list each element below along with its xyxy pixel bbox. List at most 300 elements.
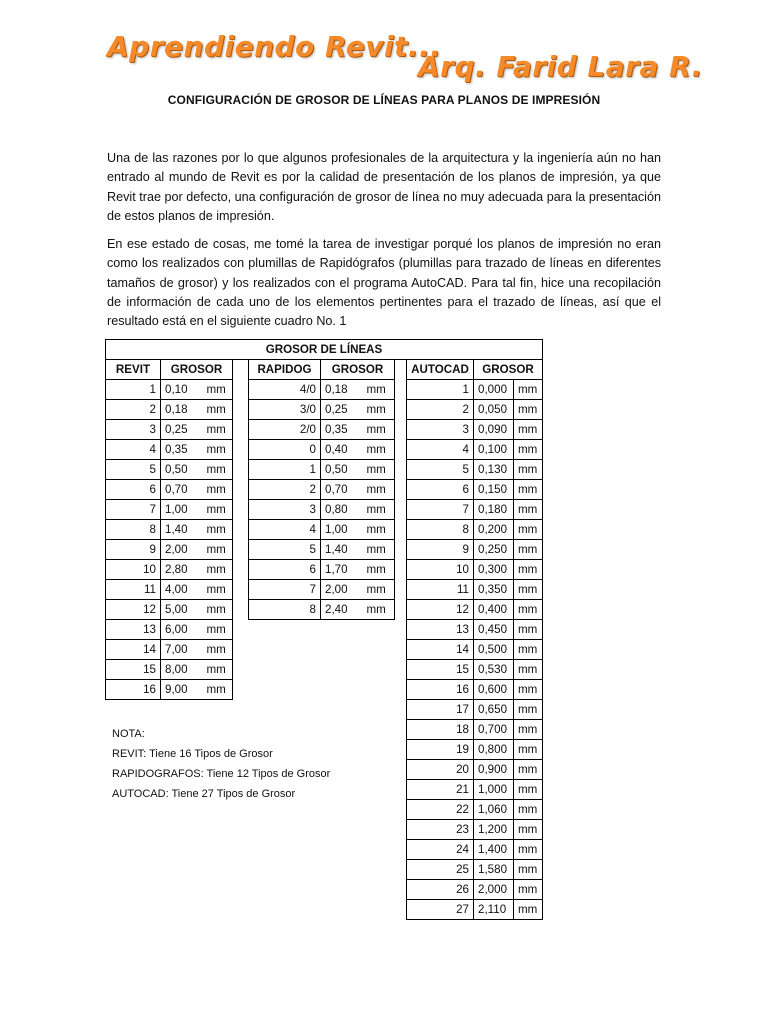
table-gap [395,800,407,820]
revit-thickness: 0,10 [161,380,203,400]
autocad-number: 23 [407,820,474,840]
banner-title: Aprendiendo Revit... [107,30,442,63]
table-gap [321,620,363,640]
autocad-thickness: 0,500 [474,640,514,660]
table-gap [233,360,249,380]
table-gap [363,780,395,800]
table-gap [395,380,407,400]
table-row [106,860,543,880]
autocad-unit: mm [514,600,543,620]
rapidog-thickness: 2,00 [321,580,363,600]
table-gap [203,820,233,840]
table-title-row [106,340,543,360]
revit-number: 8 [106,520,161,540]
table-gap [395,580,407,600]
autocad-number: 13 [407,620,474,640]
table-gap [363,680,395,700]
table-row [106,420,543,440]
table-row [106,900,543,920]
table-gap [395,500,407,520]
table-gap [395,720,407,740]
table-gap [249,680,321,700]
table-row [106,440,543,460]
table-row [106,600,543,620]
table-gap [233,620,249,640]
revit-thickness: 2,00 [161,540,203,560]
autocad-number: 20 [407,760,474,780]
autocad-unit: mm [514,640,543,660]
autocad-number: 18 [407,720,474,740]
rapidog-number: 7 [249,580,321,600]
revit-thickness: 4,00 [161,580,203,600]
revit-number: 1 [106,380,161,400]
table-gap [395,780,407,800]
table-gap [233,680,249,700]
autocad-number: 8 [407,520,474,540]
table-gap [233,580,249,600]
table-gap [395,860,407,880]
autocad-unit: mm [514,740,543,760]
line-weight-table [105,339,543,920]
table-gap [233,840,249,860]
table-gap [233,660,249,680]
rapidog-thickness: 0,50 [321,460,363,480]
autocad-thickness: 0,200 [474,520,514,540]
table-header-row [106,360,543,380]
table-gap [363,720,395,740]
autocad-thickness: 1,400 [474,840,514,860]
paragraph-intro: Una de las razones por lo que algunos profesionales de la arquitectura y la ingeniería aún no han entrado al mundo de Revit es por la calidad de presentación de los planos de impresión, ya que Revit trae por defecto, una configuración de grosor de línea no muy adecuada para la presentación de estos planos de impresión. [107,151,661,223]
rapidog-number: 0 [249,440,321,460]
autocad-number: 15 [407,660,474,680]
table-gap [363,740,395,760]
table-gap [161,820,203,840]
revit-unit: mm [203,580,233,600]
autocad-unit: mm [514,460,543,480]
revit-unit: mm [203,540,233,560]
autocad-number: 5 [407,460,474,480]
rapidog-unit: mm [363,460,395,480]
table-gap [161,860,203,880]
table-gap [161,840,203,860]
table-gap [249,840,321,860]
table-gap [363,800,395,820]
autocad-number: 14 [407,640,474,660]
table-gap [321,900,363,920]
rapidog-number: 3 [249,500,321,520]
table-gap [203,840,233,860]
table-gap [363,900,395,920]
table-gap [233,880,249,900]
table-row [106,660,543,680]
table-gap [395,820,407,840]
rapidog-unit: mm [363,540,395,560]
rapidog-unit: mm [363,380,395,400]
revit-unit: mm [203,520,233,540]
header-revit: REVIT [106,360,161,380]
rapidog-thickness: 0,70 [321,480,363,500]
revit-unit: mm [203,460,233,480]
table-gap [161,880,203,900]
autocad-unit: mm [514,840,543,860]
revit-number: 9 [106,540,161,560]
table-gap [321,860,363,880]
autocad-thickness: 0,300 [474,560,514,580]
rapidog-number: 2 [249,480,321,500]
table-gap [106,900,161,920]
table-gap [321,680,363,700]
autocad-number: 4 [407,440,474,460]
table-gap [106,700,161,720]
rapidog-thickness: 0,40 [321,440,363,460]
table-gap [233,400,249,420]
table-gap [233,820,249,840]
revit-number: 7 [106,500,161,520]
table-gap [106,840,161,860]
table-gap [395,740,407,760]
table-gap [233,900,249,920]
table-gap [363,860,395,880]
autocad-unit: mm [514,880,543,900]
rapidog-thickness: 2,40 [321,600,363,620]
table-row [106,620,543,640]
revit-unit: mm [203,380,233,400]
revit-number: 14 [106,640,161,660]
rapidog-thickness: 1,00 [321,520,363,540]
table-gap [363,700,395,720]
note-rapidografos: RAPIDOGRAFOS: Tiene 12 Tipos de Grosor [112,768,331,780]
revit-unit: mm [203,640,233,660]
table-gap [233,640,249,660]
autocad-number: 24 [407,840,474,860]
autocad-thickness: 0,250 [474,540,514,560]
autocad-unit: mm [514,820,543,840]
rapidog-thickness: 0,35 [321,420,363,440]
autocad-unit: mm [514,580,543,600]
table-row [106,560,543,580]
autocad-thickness: 0,650 [474,700,514,720]
table-gap [395,620,407,640]
revit-thickness: 9,00 [161,680,203,700]
table-row [106,380,543,400]
autocad-unit: mm [514,660,543,680]
table-gap [161,700,203,720]
rapidog-thickness: 0,80 [321,500,363,520]
header-grosor: GROSOR [321,360,395,380]
table-gap [233,460,249,480]
revit-thickness: 0,25 [161,420,203,440]
document-title: CONFIGURACIÓN DE GROSOR DE LÍNEAS PARA PLANOS DE IMPRESIÓN [167,93,601,107]
autocad-unit: mm [514,800,543,820]
table-gap [233,560,249,580]
autocad-number: 7 [407,500,474,520]
revit-number: 12 [106,600,161,620]
rapidog-unit: mm [363,440,395,460]
header-grosor: GROSOR [161,360,233,380]
autocad-thickness: 0,180 [474,500,514,520]
table-row [106,460,543,480]
revit-number: 3 [106,420,161,440]
rapidog-number: 8 [249,600,321,620]
table-gap [233,700,249,720]
table-gap [395,520,407,540]
header-autocad: AUTOCAD [407,360,474,380]
autocad-number: 12 [407,600,474,620]
table-gap [233,500,249,520]
table-gap [395,880,407,900]
rapidog-number: 4/0 [249,380,321,400]
table-gap [395,600,407,620]
table-gap [363,620,395,640]
autocad-thickness: 0,900 [474,760,514,780]
autocad-thickness: 1,200 [474,820,514,840]
table-gap [249,860,321,880]
note-revit: REVIT: Tiene 16 Tipos de Grosor [112,748,273,760]
table-gap [233,860,249,880]
autocad-unit: mm [514,540,543,560]
rapidog-unit: mm [363,600,395,620]
table-gap [249,640,321,660]
autocad-unit: mm [514,780,543,800]
rapidog-thickness: 1,40 [321,540,363,560]
table-gap [321,880,363,900]
table-row [106,680,543,700]
rapidog-unit: mm [363,520,395,540]
table-gap [395,700,407,720]
table-gap [395,900,407,920]
table-gap [395,840,407,860]
revit-thickness: 0,18 [161,400,203,420]
autocad-thickness: 0,400 [474,600,514,620]
rapidog-thickness: 0,18 [321,380,363,400]
revit-thickness: 6,00 [161,620,203,640]
table-row [106,540,543,560]
revit-unit: mm [203,480,233,500]
table-gap [203,860,233,880]
revit-thickness: 0,35 [161,440,203,460]
autocad-thickness: 0,130 [474,460,514,480]
autocad-thickness: 0,600 [474,680,514,700]
table-gap [233,520,249,540]
table-gap [395,360,407,380]
table-row [106,520,543,540]
autocad-number: 27 [407,900,474,920]
autocad-number: 26 [407,880,474,900]
revit-thickness: 2,80 [161,560,203,580]
table-gap [203,900,233,920]
table-gap [363,880,395,900]
table-row [106,480,543,500]
autocad-unit: mm [514,420,543,440]
note-autocad: AUTOCAD: Tiene 27 Tipos de Grosor [112,788,296,800]
autocad-number: 2 [407,400,474,420]
paragraph-research: En ese estado de cosas, me tomé la tarea de investigar porqué los planos de impresión no eran como los realizados con plumillas de Rapidógrafos (plumillas para trazado de líneas en diferentes tamaños de grosor) y los realizados con el programa AutoCAD. Para tal fin, hice una recopilación de información de cada uno de los elementos pertinentes para el trazado de líneas, así que el resultado está en el siguiente cuadro No. 1 [107,237,661,329]
table-gap [321,840,363,860]
table-gap [363,760,395,780]
table-row [106,500,543,520]
autocad-unit: mm [514,860,543,880]
table-gap [249,900,321,920]
autocad-thickness: 1,060 [474,800,514,820]
rapidog-unit: mm [363,560,395,580]
autocad-thickness: 0,350 [474,580,514,600]
autocad-number: 25 [407,860,474,880]
autocad-unit: mm [514,520,543,540]
revit-unit: mm [203,620,233,640]
autocad-number: 9 [407,540,474,560]
table-gap [233,380,249,400]
autocad-number: 11 [407,580,474,600]
revit-thickness: 7,00 [161,640,203,660]
revit-number: 4 [106,440,161,460]
autocad-unit: mm [514,560,543,580]
revit-number: 10 [106,560,161,580]
revit-thickness: 0,70 [161,480,203,500]
revit-number: 16 [106,680,161,700]
table-title: GROSOR DE LÍNEAS [106,340,543,360]
rapidog-number: 6 [249,560,321,580]
table-gap [233,440,249,460]
table-gap [363,640,395,660]
table-gap [106,820,161,840]
table-gap [395,640,407,660]
autocad-unit: mm [514,380,543,400]
revit-number: 15 [106,660,161,680]
table-gap [321,820,363,840]
table-gap [395,400,407,420]
autocad-unit: mm [514,680,543,700]
table-gap [249,820,321,840]
table-gap [395,460,407,480]
autocad-thickness: 0,450 [474,620,514,640]
table-row [106,700,543,720]
revit-thickness: 0,50 [161,460,203,480]
autocad-thickness: 0,100 [474,440,514,460]
rapidog-number: 3/0 [249,400,321,420]
revit-unit: mm [203,600,233,620]
revit-number: 13 [106,620,161,640]
table-gap [106,860,161,880]
autocad-number: 16 [407,680,474,700]
autocad-thickness: 0,800 [474,740,514,760]
banner-author: Arq. Farid Lara R. [418,50,703,83]
table-gap [249,700,321,720]
notes-block [112,724,330,804]
table-row [106,820,543,840]
autocad-number: 22 [407,800,474,820]
table-row [106,840,543,860]
table-gap [395,540,407,560]
table-gap [233,480,249,500]
header-grosor: GROSOR [474,360,543,380]
table-gap [395,480,407,500]
table-row [106,580,543,600]
autocad-unit: mm [514,900,543,920]
rapidog-unit: mm [363,500,395,520]
autocad-number: 10 [407,560,474,580]
table-gap [363,820,395,840]
table-gap [363,660,395,680]
table-gap [233,420,249,440]
autocad-unit: mm [514,760,543,780]
rapidog-number: 5 [249,540,321,560]
table-gap [321,660,363,680]
revit-unit: mm [203,560,233,580]
rapidog-unit: mm [363,480,395,500]
notes-label: NOTA: [112,728,145,740]
revit-unit: mm [203,440,233,460]
autocad-unit: mm [514,720,543,740]
autocad-thickness: 2,000 [474,880,514,900]
table-gap [161,900,203,920]
autocad-number: 6 [407,480,474,500]
autocad-unit: mm [514,620,543,640]
autocad-thickness: 0,050 [474,400,514,420]
rapidog-number: 2/0 [249,420,321,440]
autocad-thickness: 2,110 [474,900,514,920]
autocad-thickness: 0,150 [474,480,514,500]
table-gap [233,540,249,560]
revit-unit: mm [203,660,233,680]
revit-number: 5 [106,460,161,480]
table-gap [395,660,407,680]
rapidog-unit: mm [363,400,395,420]
autocad-thickness: 0,700 [474,720,514,740]
rapidog-thickness: 0,25 [321,400,363,420]
autocad-thickness: 0,090 [474,420,514,440]
table-row [106,400,543,420]
rapidog-number: 1 [249,460,321,480]
table-gap [321,640,363,660]
table-gap [233,600,249,620]
revit-unit: mm [203,420,233,440]
revit-number: 6 [106,480,161,500]
revit-number: 2 [106,400,161,420]
table-gap [106,880,161,900]
autocad-unit: mm [514,440,543,460]
table-gap [249,660,321,680]
rapidog-unit: mm [363,580,395,600]
revit-unit: mm [203,680,233,700]
revit-thickness: 1,40 [161,520,203,540]
autocad-number: 19 [407,740,474,760]
table-gap [363,840,395,860]
table-gap [249,880,321,900]
autocad-thickness: 1,580 [474,860,514,880]
header-rapidog: RAPIDOG [249,360,321,380]
autocad-number: 3 [407,420,474,440]
autocad-unit: mm [514,400,543,420]
table-row [106,880,543,900]
rapidog-unit: mm [363,420,395,440]
table-gap [395,560,407,580]
table-row [106,640,543,660]
revit-thickness: 1,00 [161,500,203,520]
revit-thickness: 8,00 [161,660,203,680]
autocad-thickness: 0,530 [474,660,514,680]
table-gap [395,760,407,780]
table-gap [321,700,363,720]
rapidog-thickness: 1,70 [321,560,363,580]
table-gap [203,700,233,720]
autocad-unit: mm [514,480,543,500]
table-gap [395,440,407,460]
autocad-thickness: 0,000 [474,380,514,400]
table-gap [203,880,233,900]
revit-thickness: 5,00 [161,600,203,620]
autocad-unit: mm [514,700,543,720]
autocad-number: 17 [407,700,474,720]
